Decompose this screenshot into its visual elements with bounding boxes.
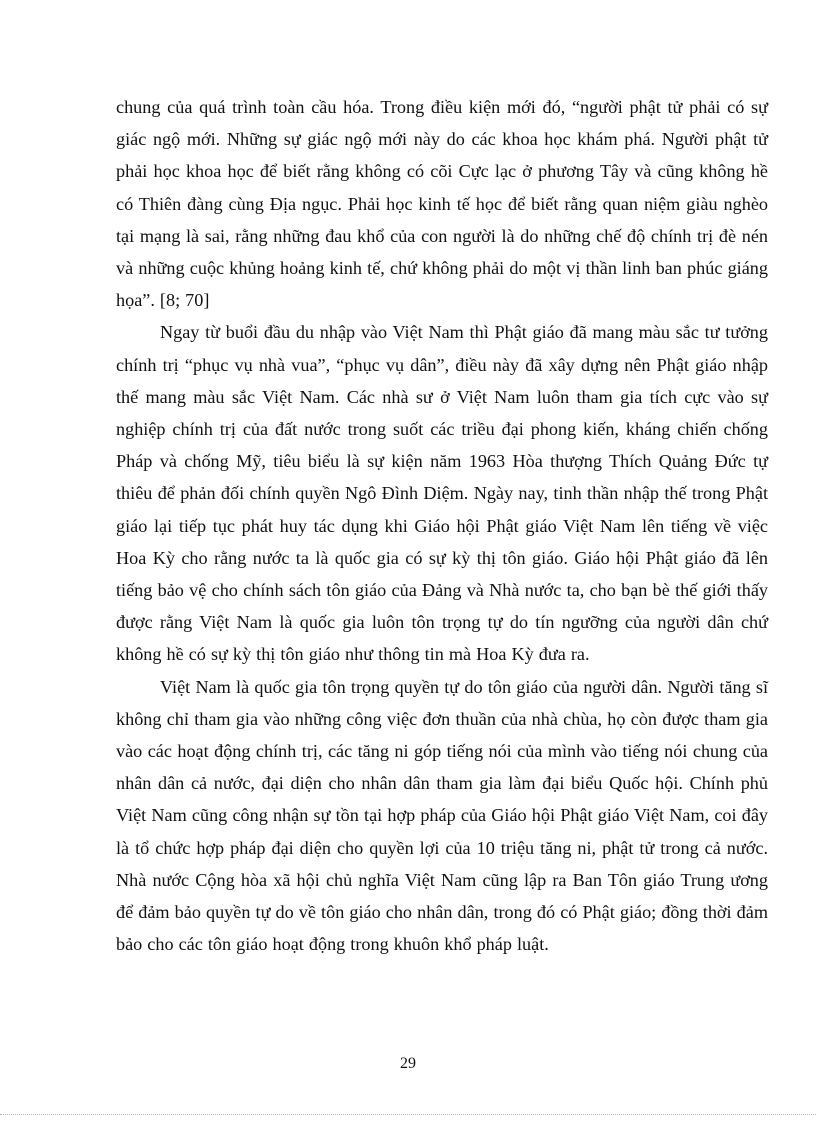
page-bottom-divider (0, 1114, 816, 1115)
paragraph-religious-freedom: Việt Nam là quốc gia tôn trọng quyền tự do tôn giáo của người dân. Người tăng sĩ không chỉ tham gia vào những công việc đơn thuần của nhà chùa, họ còn được tham gia vào các hoạt động chính trị, các tăng ni góp tiếng nói của mình vào tiếng nói chung của nhân dân cả nước, đại diện cho nhân dân tham gia làm đại biểu Quốc hội. Chính phủ Việt Nam cũng công nhận sự tồn tại hợp pháp của Giáo hội Phật giáo Việt Nam, coi đây là tổ chức hợp pháp đại diện cho quyền lợi của 10 triệu tăng ni, phật tử trong cả nước. Nhà nước Cộng hòa xã hội chủ nghĩa Việt Nam cũng lập ra Ban Tôn giáo Trung ương để đảm bảo quyền tự do về tôn giáo cho nhân dân, trong đó có Phật giáo; đồng thời đảm bảo cho các tôn giáo hoạt động trong khuôn khổ pháp luật. (116, 676, 768, 955)
page-body (116, 91, 768, 960)
paragraph-continuation: chung của quá trình toàn cầu hóa. Trong điều kiện mới đó, “người phật tử phải có sự giác ngộ mới. Những sự giác ngộ mới này do các khoa học khám phá. Người phật tử phải học khoa học để biết rằng không có cõi Cực lạc ở phương Tây và cũng không hề có Thiên đàng cùng Địa ngục. Phải học kinh tế học để biết rằng quan niệm giàu nghèo tại mạng là sai, rằng những đau khổ của con người là do những chế độ chính trị đè nén và những cuộc khủng hoảng kinh tế, chứ không phải do một vị thần linh ban phúc giáng họa”. [8; 70] (116, 97, 768, 311)
page-number: 29 (400, 1055, 416, 1072)
paragraph-buddhism-politics: Ngay từ buổi đầu du nhập vào Việt Nam thì Phật giáo đã mang màu sắc tư tưởng chính trị “phục vụ nhà vua”, “phục vụ dân”, điều này đã xây dựng nên Phật giáo nhập thế mang màu sắc Việt Nam. Các nhà sư ở Việt Nam luôn tham gia tích cực vào sự nghiệp chính trị của đất nước trong suốt các triều đại phong kiến, kháng chiến chống Pháp và chống Mỹ, tiêu biểu là sự kiện năm 1963 Hòa thượng Thích Quảng Đức tự thiêu để phản đối chính quyền Ngô Đình Diệm. Ngày nay, tinh thần nhập thế trong Phật giáo lại tiếp tục phát huy tác dụng khi Giáo hội Phật giáo Việt Nam lên tiếng về việc Hoa Kỳ cho rằng nước ta là quốc gia có sự kỳ thị tôn giáo. Giáo hội Phật giáo đã lên tiếng bảo vệ cho chính sách tôn giáo của Đảng và Nhà nước ta, cho bạn bè thế giới thấy được rằng Việt Nam là quốc gia luôn tôn trọng tự do tín ngưỡng của người dân chứ không hề có sự kỳ thị tôn giáo như thông tin mà Hoa Kỳ đưa ra. (116, 322, 768, 665)
